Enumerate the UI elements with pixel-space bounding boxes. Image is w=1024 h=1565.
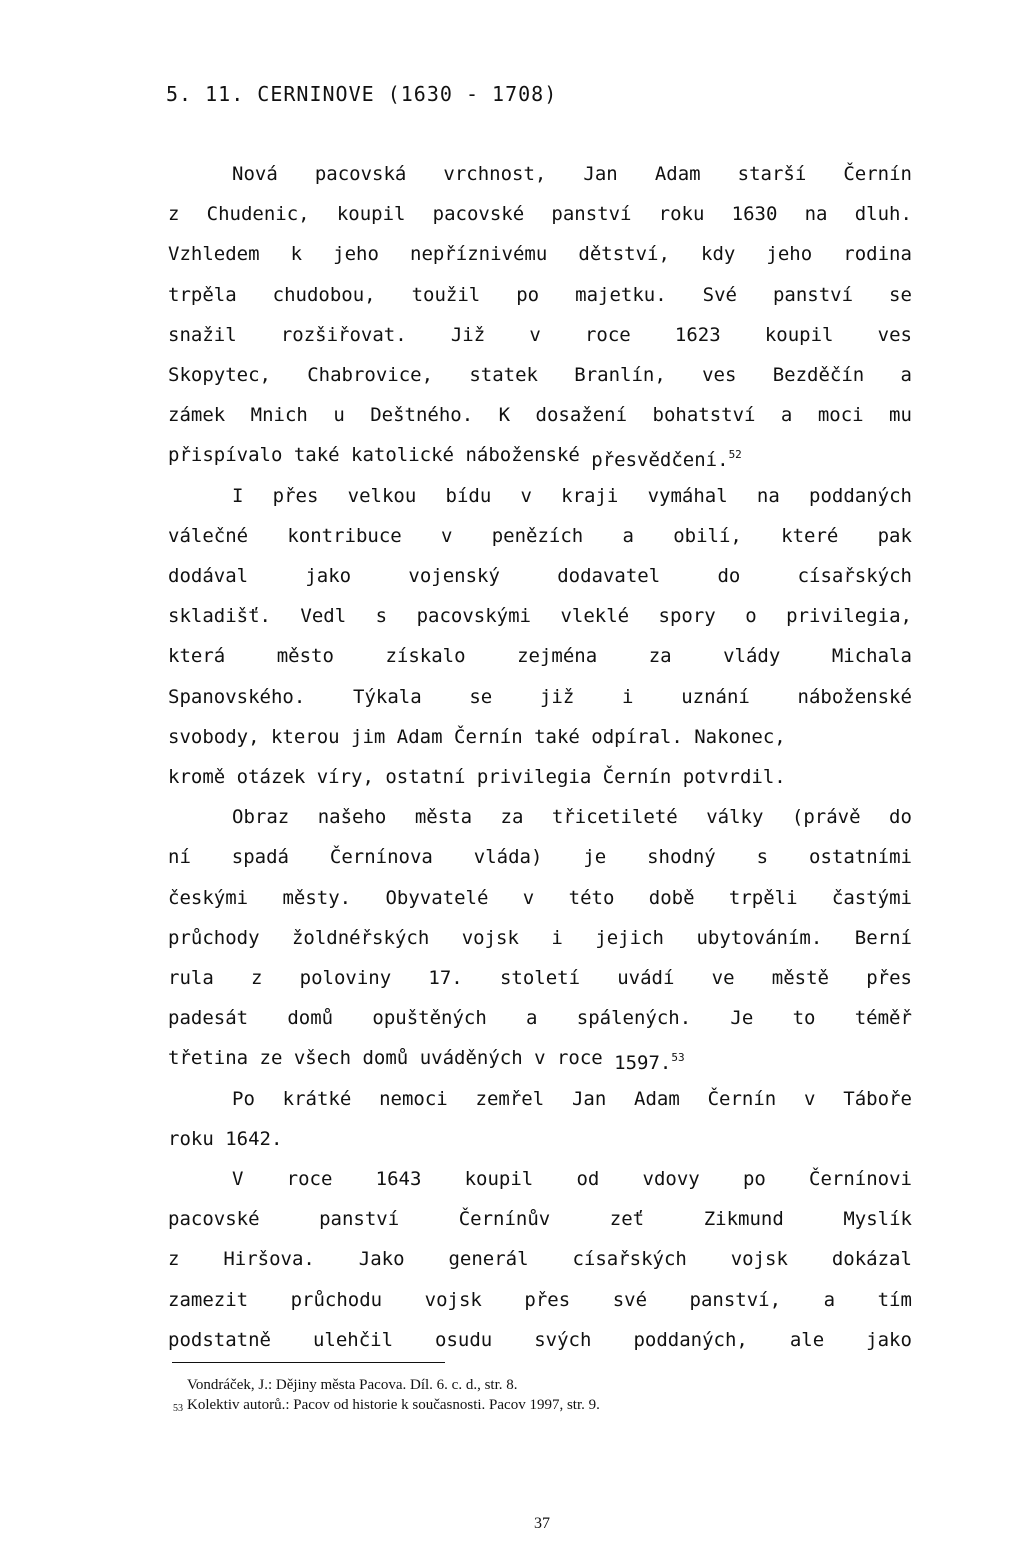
footnote-reference: 53 <box>671 1051 685 1064</box>
footnote: Vondráček, J.: Dějiny města Pacova. Díl. 6. c. d., str. 8. <box>187 1377 518 1393</box>
text-line: Spanovského. Týkala se již i uznání náboženské <box>168 686 912 708</box>
text-line: kromě otázek víry, ostatní privilegia Černín potvrdil. <box>168 766 786 788</box>
text-line: zamezit průchodu vojsk přes své panství, a tím <box>168 1289 912 1311</box>
text-line: Vzhledem k jeho nepříznivému dětství, kdy jeho rodina <box>168 243 912 265</box>
text-line: průchody žoldnéřských vojsk i jejich ubytováním. Berní <box>168 927 912 949</box>
text-line: českými městy. Obyvatelé v této době trpěli častými <box>168 887 912 909</box>
text-line: snažil rozšiřovat. Již v roce 1623 koupil ves <box>168 324 912 346</box>
text-line: Po krátké nemoci zemřel Jan Adam Černín v Táboře <box>232 1088 912 1110</box>
text-line: roku 1642. <box>168 1128 283 1150</box>
footnote-separator <box>172 1362 445 1363</box>
text-line: třetina ze všech domů uváděných v roce 1597.53 <box>168 1047 685 1074</box>
text-line: I přes velkou bídu v kraji vymáhal na poddaných <box>232 485 912 507</box>
text-line: padesát domů opuštěných a spálených. Je to téměř <box>168 1007 912 1029</box>
text-line: válečné kontribuce v penězích a obilí, které pak <box>168 525 912 547</box>
text-line: rula z poloviny 17. století uvádí ve městě přes <box>168 967 912 989</box>
text-line: zámek Mnich u Deštného. K dosažení bohatství a moci mu <box>168 404 912 426</box>
text-line: z Hiršova. Jako generál císařských vojsk dokázal <box>168 1248 912 1270</box>
text-line: skladišť. Vedl s pacovskými vleklé spory o privilegia, <box>168 605 912 627</box>
text-line: pacovské panství Černínův zeť Zikmund Myslík <box>168 1208 912 1230</box>
text-line: ní spadá Černínova vláda) je shodný s ostatními <box>168 846 912 868</box>
text-line: trpěla chudobou, toužil po majetku. Své panství se <box>168 284 912 306</box>
text-line: svobody, kterou jim Adam Černín také odpíral. Nakonec, <box>168 726 786 748</box>
text-line: dodával jako vojenský dodavatel do císařských <box>168 565 912 587</box>
text-line: Obraz našeho města za třicetileté války (právě do <box>232 806 912 828</box>
text-line: Skopytec, Chabrovice, statek Branlín, ves Bezděčín a <box>168 364 912 386</box>
text-line: z Chudenic, koupil pacovské panství roku 1630 na dluh. <box>168 203 912 225</box>
page-number: 37 <box>534 1515 550 1532</box>
chapter-heading: 5. 11. CERNINOVE (1630 - 1708) <box>166 82 558 106</box>
text-line: která město získalo zejména za vlády Michala <box>168 645 912 667</box>
text-line: podstatně ulehčil osudu svých poddaných, ale jako <box>168 1329 912 1351</box>
text-line: Nová pacovská vrchnost, Jan Adam starší Černín <box>232 163 912 185</box>
text-line: V roce 1643 koupil od vdovy po Černínovi <box>232 1168 912 1190</box>
text-line: přispívalo také katolické náboženské přesvědčení.$^{52}$ <box>168 444 742 471</box>
footnote-reference: 52 <box>728 448 742 461</box>
footnote: 53 Kolektiv autorů.: Pacov od historie k současnosti. Pacov 1997, str. 9. <box>173 1397 600 1414</box>
